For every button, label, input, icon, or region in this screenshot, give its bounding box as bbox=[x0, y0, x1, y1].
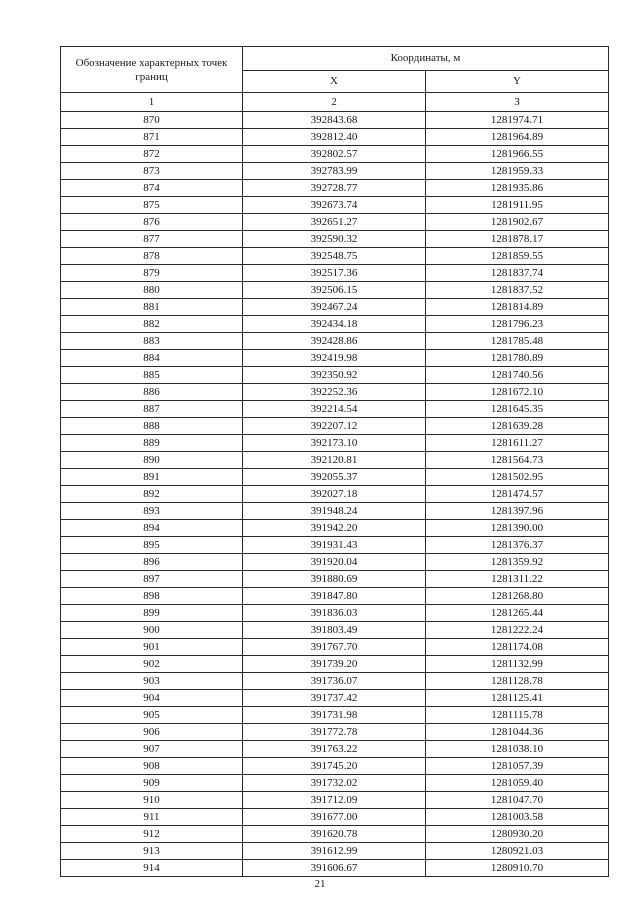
y-coordinate-cell: 1281796.23 bbox=[426, 316, 609, 333]
table-row bbox=[61, 554, 609, 571]
column-number: 1 bbox=[61, 93, 243, 112]
table-row bbox=[61, 299, 609, 316]
x-coordinate-cell: 392120.81 bbox=[243, 452, 426, 469]
x-coordinate-cell: 392673.74 bbox=[243, 197, 426, 214]
x-coordinate-cell: 392350.92 bbox=[243, 367, 426, 384]
table-row bbox=[61, 707, 609, 724]
point-id-cell: 871 bbox=[61, 129, 243, 146]
table-row bbox=[61, 588, 609, 605]
y-coordinate-cell: 1280921.03 bbox=[426, 843, 609, 860]
point-id-cell: 887 bbox=[61, 401, 243, 418]
table-row bbox=[61, 673, 609, 690]
y-coordinate-cell: 1281128.78 bbox=[426, 673, 609, 690]
table-row bbox=[61, 656, 609, 673]
point-id-cell: 903 bbox=[61, 673, 243, 690]
point-id-cell: 885 bbox=[61, 367, 243, 384]
y-coordinate-cell: 1280910.70 bbox=[426, 860, 609, 877]
table-row bbox=[61, 741, 609, 758]
x-coordinate-cell: 392783.99 bbox=[243, 163, 426, 180]
table-row bbox=[61, 775, 609, 792]
y-header: Y bbox=[426, 70, 609, 93]
x-coordinate-cell: 391880.69 bbox=[243, 571, 426, 588]
point-id-cell: 901 bbox=[61, 639, 243, 656]
table-row bbox=[61, 180, 609, 197]
table-row bbox=[61, 537, 609, 554]
y-coordinate-cell: 1281672.10 bbox=[426, 384, 609, 401]
x-coordinate-cell: 392548.75 bbox=[243, 248, 426, 265]
x-coordinate-cell: 391737.42 bbox=[243, 690, 426, 707]
table-row bbox=[61, 605, 609, 622]
table-row bbox=[61, 367, 609, 384]
y-coordinate-cell: 1281390.00 bbox=[426, 520, 609, 537]
point-id-cell: 876 bbox=[61, 214, 243, 231]
point-id-cell: 910 bbox=[61, 792, 243, 809]
x-coordinate-cell: 391767.70 bbox=[243, 639, 426, 656]
x-coordinate-cell: 391920.04 bbox=[243, 554, 426, 571]
table-row bbox=[61, 146, 609, 163]
y-coordinate-cell: 1281837.74 bbox=[426, 265, 609, 282]
column-number-row bbox=[61, 93, 609, 112]
x-coordinate-cell: 391836.03 bbox=[243, 605, 426, 622]
point-id-cell: 877 bbox=[61, 231, 243, 248]
table-row bbox=[61, 231, 609, 248]
point-id-cell: 899 bbox=[61, 605, 243, 622]
point-id-cell: 889 bbox=[61, 435, 243, 452]
x-coordinate-cell: 391731.98 bbox=[243, 707, 426, 724]
points-header: Обозначение характерных точек границ bbox=[61, 47, 243, 93]
x-coordinate-cell: 392590.32 bbox=[243, 231, 426, 248]
x-coordinate-cell: 392467.24 bbox=[243, 299, 426, 316]
table-row bbox=[61, 724, 609, 741]
point-id-cell: 890 bbox=[61, 452, 243, 469]
point-id-cell: 893 bbox=[61, 503, 243, 520]
x-coordinate-cell: 392434.18 bbox=[243, 316, 426, 333]
table-body bbox=[61, 112, 609, 877]
y-coordinate-cell: 1281059.40 bbox=[426, 775, 609, 792]
table-row bbox=[61, 350, 609, 367]
table-row bbox=[61, 469, 609, 486]
point-id-cell: 873 bbox=[61, 163, 243, 180]
y-coordinate-cell: 1281564.73 bbox=[426, 452, 609, 469]
table-row bbox=[61, 826, 609, 843]
table-row bbox=[61, 690, 609, 707]
y-coordinate-cell: 1281611.27 bbox=[426, 435, 609, 452]
table-row bbox=[61, 401, 609, 418]
x-coordinate-cell: 392214.54 bbox=[243, 401, 426, 418]
x-coordinate-cell: 392428.86 bbox=[243, 333, 426, 350]
point-id-cell: 912 bbox=[61, 826, 243, 843]
x-coordinate-cell: 391942.20 bbox=[243, 520, 426, 537]
y-coordinate-cell: 1281502.95 bbox=[426, 469, 609, 486]
table-row bbox=[61, 758, 609, 775]
y-coordinate-cell: 1281859.55 bbox=[426, 248, 609, 265]
x-coordinate-cell: 392506.15 bbox=[243, 282, 426, 299]
y-coordinate-cell: 1281814.89 bbox=[426, 299, 609, 316]
point-id-cell: 907 bbox=[61, 741, 243, 758]
x-coordinate-cell: 392517.36 bbox=[243, 265, 426, 282]
table-row bbox=[61, 571, 609, 588]
y-coordinate-cell: 1281268.80 bbox=[426, 588, 609, 605]
point-id-cell: 888 bbox=[61, 418, 243, 435]
x-coordinate-cell: 392173.10 bbox=[243, 435, 426, 452]
table-row bbox=[61, 486, 609, 503]
y-coordinate-cell: 1281911.95 bbox=[426, 197, 609, 214]
table-row bbox=[61, 112, 609, 129]
y-coordinate-cell: 1281639.28 bbox=[426, 418, 609, 435]
point-id-cell: 908 bbox=[61, 758, 243, 775]
x-coordinate-cell: 391803.49 bbox=[243, 622, 426, 639]
x-coordinate-cell: 391948.24 bbox=[243, 503, 426, 520]
y-coordinate-cell: 1281132.99 bbox=[426, 656, 609, 673]
point-id-cell: 879 bbox=[61, 265, 243, 282]
x-coordinate-cell: 391763.22 bbox=[243, 741, 426, 758]
table-row bbox=[61, 248, 609, 265]
y-coordinate-cell: 1281878.17 bbox=[426, 231, 609, 248]
x-coordinate-cell: 391732.02 bbox=[243, 775, 426, 792]
y-coordinate-cell: 1281837.52 bbox=[426, 282, 609, 299]
table-row bbox=[61, 197, 609, 214]
x-coordinate-cell: 391612.99 bbox=[243, 843, 426, 860]
table-row bbox=[61, 452, 609, 469]
table-row bbox=[61, 333, 609, 350]
table-row bbox=[61, 316, 609, 333]
point-id-cell: 897 bbox=[61, 571, 243, 588]
x-coordinate-cell: 391620.78 bbox=[243, 826, 426, 843]
coordinates-header: Координаты, м bbox=[243, 47, 609, 71]
y-coordinate-cell: 1281115.78 bbox=[426, 707, 609, 724]
point-id-cell: 905 bbox=[61, 707, 243, 724]
point-id-cell: 886 bbox=[61, 384, 243, 401]
table-row bbox=[61, 792, 609, 809]
point-id-cell: 898 bbox=[61, 588, 243, 605]
table-row bbox=[61, 384, 609, 401]
y-coordinate-cell: 1281785.48 bbox=[426, 333, 609, 350]
x-coordinate-cell: 392252.36 bbox=[243, 384, 426, 401]
point-id-cell: 906 bbox=[61, 724, 243, 741]
y-coordinate-cell: 1281974.71 bbox=[426, 112, 609, 129]
column-number: 2 bbox=[243, 93, 426, 112]
x-coordinate-cell: 392207.12 bbox=[243, 418, 426, 435]
table-row bbox=[61, 503, 609, 520]
y-coordinate-cell: 1281044.36 bbox=[426, 724, 609, 741]
table-row bbox=[61, 639, 609, 656]
x-coordinate-cell: 392055.37 bbox=[243, 469, 426, 486]
point-id-cell: 902 bbox=[61, 656, 243, 673]
point-id-cell: 880 bbox=[61, 282, 243, 299]
y-coordinate-cell: 1281038.10 bbox=[426, 741, 609, 758]
y-coordinate-cell: 1280930.20 bbox=[426, 826, 609, 843]
x-coordinate-cell: 392419.98 bbox=[243, 350, 426, 367]
x-coordinate-cell: 391712.09 bbox=[243, 792, 426, 809]
column-number: 3 bbox=[426, 93, 609, 112]
table-row bbox=[61, 282, 609, 299]
y-coordinate-cell: 1281265.44 bbox=[426, 605, 609, 622]
y-coordinate-cell: 1281047.70 bbox=[426, 792, 609, 809]
point-id-cell: 904 bbox=[61, 690, 243, 707]
y-coordinate-cell: 1281003.58 bbox=[426, 809, 609, 826]
table-row bbox=[61, 129, 609, 146]
y-coordinate-cell: 1281376.37 bbox=[426, 537, 609, 554]
point-id-cell: 881 bbox=[61, 299, 243, 316]
table-row bbox=[61, 860, 609, 877]
point-id-cell: 882 bbox=[61, 316, 243, 333]
x-coordinate-cell: 391745.20 bbox=[243, 758, 426, 775]
y-coordinate-cell: 1281174.08 bbox=[426, 639, 609, 656]
table-row bbox=[61, 418, 609, 435]
y-coordinate-cell: 1281222.24 bbox=[426, 622, 609, 639]
table-row bbox=[61, 265, 609, 282]
y-coordinate-cell: 1281057.39 bbox=[426, 758, 609, 775]
table-row bbox=[61, 622, 609, 639]
point-id-cell: 914 bbox=[61, 860, 243, 877]
y-coordinate-cell: 1281902.67 bbox=[426, 214, 609, 231]
point-id-cell: 884 bbox=[61, 350, 243, 367]
y-coordinate-cell: 1281359.92 bbox=[426, 554, 609, 571]
point-id-cell: 896 bbox=[61, 554, 243, 571]
x-coordinate-cell: 392802.57 bbox=[243, 146, 426, 163]
table-row bbox=[61, 809, 609, 826]
y-coordinate-cell: 1281780.89 bbox=[426, 350, 609, 367]
y-coordinate-cell: 1281740.56 bbox=[426, 367, 609, 384]
point-id-cell: 911 bbox=[61, 809, 243, 826]
table-row bbox=[61, 163, 609, 180]
x-coordinate-cell: 391677.00 bbox=[243, 809, 426, 826]
x-coordinate-cell: 392651.27 bbox=[243, 214, 426, 231]
point-id-cell: 900 bbox=[61, 622, 243, 639]
y-coordinate-cell: 1281935.86 bbox=[426, 180, 609, 197]
x-coordinate-cell: 392027.18 bbox=[243, 486, 426, 503]
y-coordinate-cell: 1281125.41 bbox=[426, 690, 609, 707]
y-coordinate-cell: 1281645.35 bbox=[426, 401, 609, 418]
table-row bbox=[61, 435, 609, 452]
x-coordinate-cell: 392728.77 bbox=[243, 180, 426, 197]
table-row bbox=[61, 520, 609, 537]
point-id-cell: 870 bbox=[61, 112, 243, 129]
x-coordinate-cell: 391739.20 bbox=[243, 656, 426, 673]
point-id-cell: 872 bbox=[61, 146, 243, 163]
x-coordinate-cell: 392812.40 bbox=[243, 129, 426, 146]
y-coordinate-cell: 1281311.22 bbox=[426, 571, 609, 588]
coordinates-table bbox=[60, 46, 609, 877]
point-id-cell: 894 bbox=[61, 520, 243, 537]
x-header: X bbox=[243, 70, 426, 93]
point-id-cell: 895 bbox=[61, 537, 243, 554]
table-row bbox=[61, 214, 609, 231]
x-coordinate-cell: 392843.68 bbox=[243, 112, 426, 129]
y-coordinate-cell: 1281964.89 bbox=[426, 129, 609, 146]
y-coordinate-cell: 1281474.57 bbox=[426, 486, 609, 503]
x-coordinate-cell: 391772.78 bbox=[243, 724, 426, 741]
point-id-cell: 875 bbox=[61, 197, 243, 214]
page-number: 21 bbox=[314, 878, 326, 890]
point-id-cell: 892 bbox=[61, 486, 243, 503]
y-coordinate-cell: 1281397.96 bbox=[426, 503, 609, 520]
point-id-cell: 883 bbox=[61, 333, 243, 350]
point-id-cell: 874 bbox=[61, 180, 243, 197]
point-id-cell: 913 bbox=[61, 843, 243, 860]
point-id-cell: 909 bbox=[61, 775, 243, 792]
table-row bbox=[61, 843, 609, 860]
x-coordinate-cell: 391736.07 bbox=[243, 673, 426, 690]
point-id-cell: 891 bbox=[61, 469, 243, 486]
x-coordinate-cell: 391931.43 bbox=[243, 537, 426, 554]
point-id-cell: 878 bbox=[61, 248, 243, 265]
x-coordinate-cell: 391606.67 bbox=[243, 860, 426, 877]
y-coordinate-cell: 1281966.55 bbox=[426, 146, 609, 163]
x-coordinate-cell: 391847.80 bbox=[243, 588, 426, 605]
y-coordinate-cell: 1281959.33 bbox=[426, 163, 609, 180]
